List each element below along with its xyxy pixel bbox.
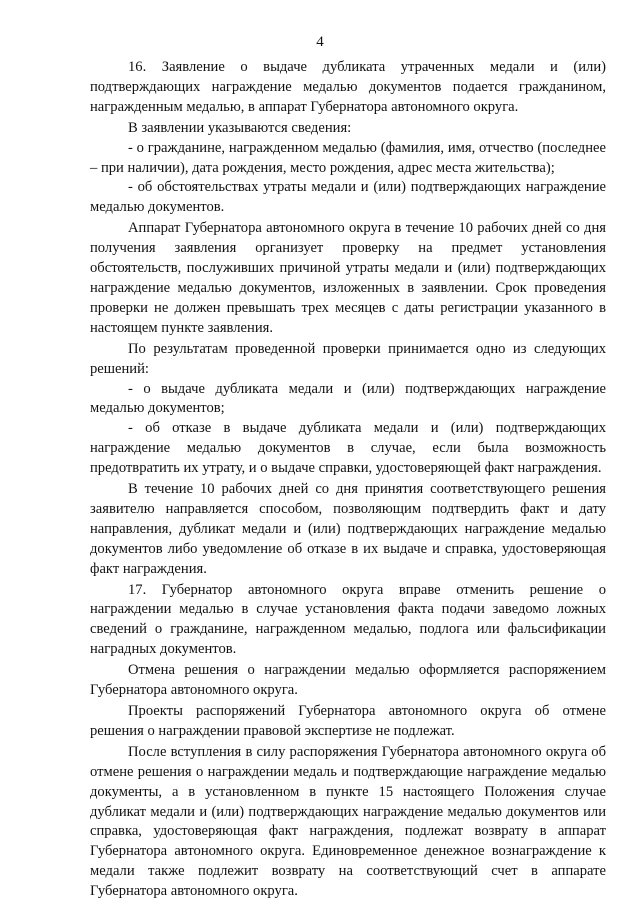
list-item-loss-circumstances: - об обстоятельствах утраты медали и (или) подтверждающих награждение медалью документов.: [90, 179, 606, 216]
document-body: [90, 58, 606, 902]
list-item-issue-duplicate: - о выдаче дубликата медали и (или) подтверждающих награждение медалью документов;: [90, 380, 606, 417]
paragraph-notification: В течение 10 рабочих дней со дня принятия соответствующего решения заявителю направляется способом, позволяющим подтвердить факт и дату направления, дубликат медали и (или) подтверждающих награждение медалью документов либо уведомление об отказе в их выдаче и справка, удостоверяющая факт награждения.: [90, 481, 606, 577]
paragraph-legal-expertise: Проекты распоряжений Губернатора автономного округа об отмене решения о награждении правовой экспертизе не подлежат.: [90, 703, 606, 739]
paragraph-verification: Аппарат Губернатора автономного округа в течение 10 рабочих дней со дня получения заявления организует проверку на предмет установления обстоятельств, послуживших причиной утраты медали и (или) подтверждающих награждение медалью документов, изложенных в заявлении. Срок проведения проверки не должен превышать трех месяцев с даты регистрации указанного в настоящем пункте заявления.: [90, 220, 606, 336]
paragraph-application-contents: В заявлении указываются сведения:: [128, 119, 352, 136]
list-item-refuse-duplicate: - об отказе в выдаче дубликата медали и (или) подтверждающих награждение медалью документов в случае, если была возможность предотвратить их утрату, и о выдаче справки, удостоверяющей факт награждения.: [90, 420, 606, 477]
list-item-citizen-info: - о гражданине, награжденном медалью (фамилия, имя, отчество (последнее – при наличии), дата рождения, место рождения, адрес места жительства);: [90, 139, 606, 176]
paragraph-17-cancellation: 17. Губернатор автономного округа вправе отменить решение о награждении медалью в случае установления факта подачи заведомо ложных сведений о гражданине, награжденном медалью, подлога или фальсификации наградных документов.: [90, 581, 606, 658]
paragraph-decision-options: По результатам проведенной проверки принимается одно из следующих решений:: [90, 340, 606, 377]
paragraph-cancellation-order: Отмена решения о награждении медалью оформляется распоряжением Губернатора автономного округа.: [90, 662, 606, 699]
paragraph-return-medal: После вступления в силу распоряжения Губернатора автономного округа об отмене решения о награждении медаль и подтверждающие награждение медалью документы, а в установленном в пункте 15 настоящего Положения случае дубликат медали и (или) подтверждающих награждение медалью документов или справка, удостоверяющая факт награждения, подлежат возврату в аппарат Губернатора автономного округа. Единовременное денежное вознаграждение к медали также подлежит возврату на соответствующий счет в аппарате Губернатора автономного округа.: [90, 743, 606, 900]
page-number: 4: [316, 34, 324, 50]
paragraph-16-application: 16. Заявление о выдаче дубликата утраченных медали и (или) подтверждающих награждение медалью документов подается гражданином, награжденным медалью, в аппарат Губернатора автономного округа.: [90, 59, 606, 115]
